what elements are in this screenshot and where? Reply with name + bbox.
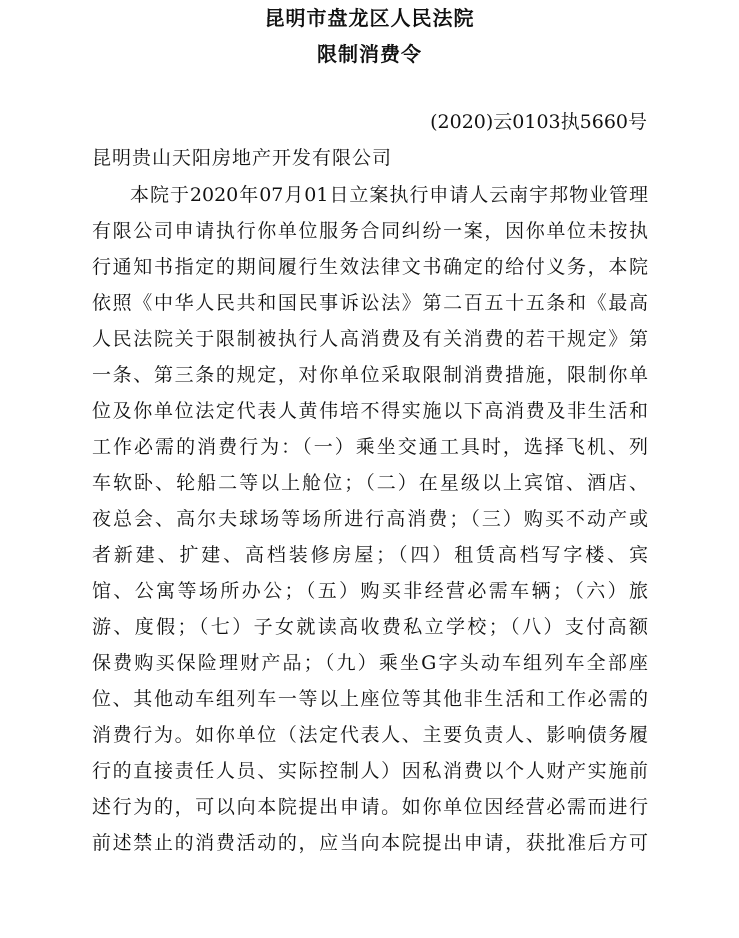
case-number: (2020)云0103执5660号: [430, 111, 647, 133]
body-line: 依照《中华人民共和国民事诉讼法》第二百五十五条和《最高: [92, 292, 648, 314]
body-line: 工作必需的消费行为：（一）乘坐交通工具时，选择飞机、列: [92, 436, 648, 458]
body-line: 行的直接责任人员、实际控制人）因私消费以个人财产实施前: [92, 760, 648, 782]
body-line: 一条、第三条的规定，对你单位采取限制消费措施，限制你单: [92, 364, 648, 386]
body-line: 消费行为。如你单位（法定代表人、主要负责人、影响债务履: [92, 724, 648, 746]
body-paragraph: [92, 180, 648, 864]
document-title: 限制消费令: [317, 42, 422, 66]
body-line: 保费购买保险理财产品；（九）乘坐G字头动车组列车全部座: [92, 652, 648, 674]
body-line: 述行为的，可以向本院提出申请。如你单位因经营必需而进行: [92, 796, 648, 818]
addressee: 昆明贵山天阳房地产开发有限公司: [92, 147, 393, 169]
body-line: 本院于2020年07月01日立案执行申请人云南宇邦物业管理: [130, 184, 648, 206]
body-line: 馆、公寓等场所办公；（五）购买非经营必需车辆；（六）旅: [92, 580, 648, 602]
body-line: 人民法院关于限制被执行人高消费及有关消费的若干规定》第: [92, 328, 648, 350]
body-line: 游、度假；（七）子女就读高收费私立学校；（八）支付高额: [92, 616, 648, 638]
body-line: 有限公司申请执行你单位服务合同纠纷一案，因你单位未按执: [92, 220, 648, 242]
body-line: 者新建、扩建、高档装修房屋；（四）租赁高档写字楼、宾: [92, 544, 648, 566]
court-name: 昆明市盘龙区人民法院: [264, 6, 475, 30]
body-line: 夜总会、高尔夫球场等场所进行高消费；（三）购买不动产或: [92, 508, 648, 530]
body-line: 前述禁止的消费活动的，应当向本院提出申请，获批准后方可: [92, 832, 648, 854]
body-line: 行通知书指定的期间履行生效法律文书确定的给付义务，本院: [92, 256, 648, 278]
body-line: 位、其他动车组列车一等以上座位等其他非生活和工作必需的: [92, 688, 648, 710]
body-line: 车软卧、轮船二等以上舱位；（二）在星级以上宾馆、酒店、: [92, 472, 648, 494]
body-line: 位及你单位法定代表人黄伟培不得实施以下高消费及非生活和: [92, 400, 648, 422]
